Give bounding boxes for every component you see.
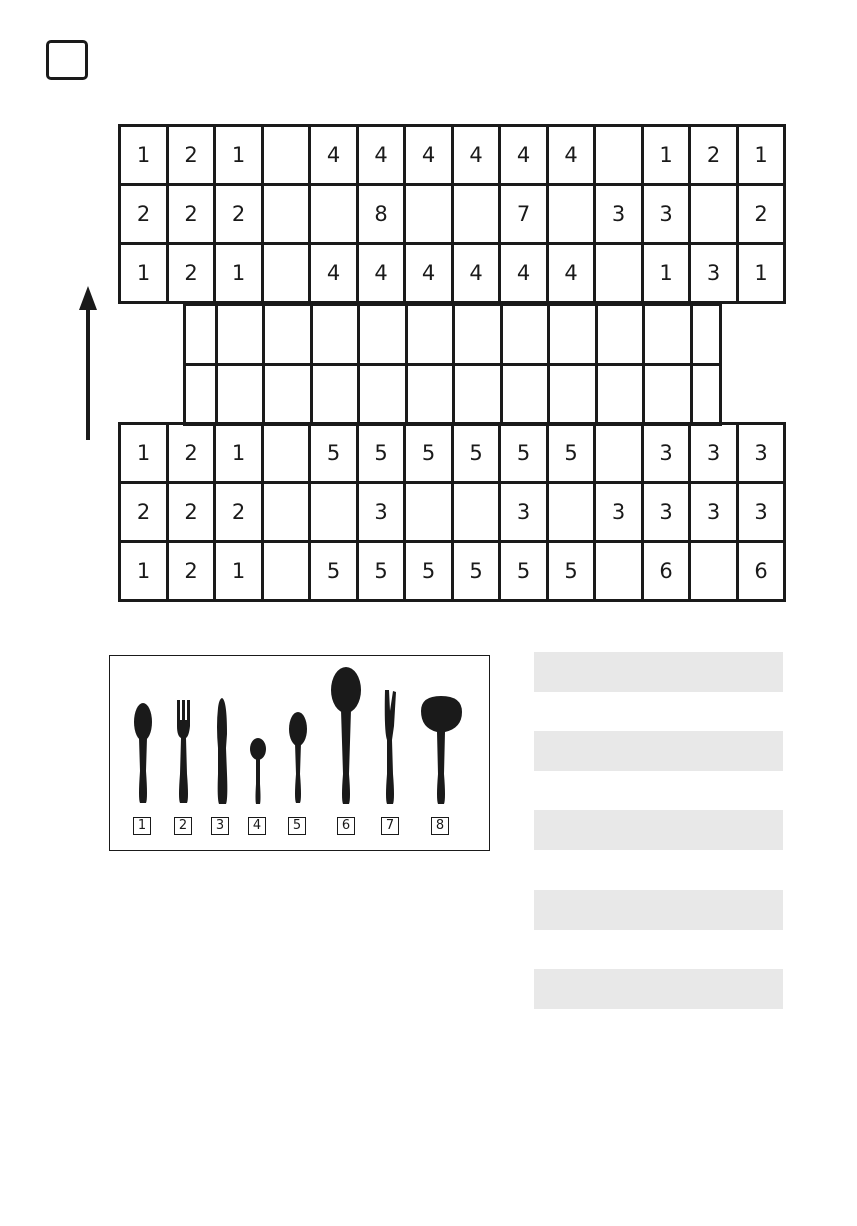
rack-slot-cell — [359, 365, 407, 425]
rack-slot-cell: 3 — [690, 483, 738, 542]
rack-slot-cell: 4 — [310, 126, 358, 185]
rack-slot-cell: 1 — [738, 244, 785, 303]
rack-slot-cell: 4 — [548, 244, 595, 303]
blank-field-5 — [534, 969, 783, 1009]
rack-slot-cell: 4 — [405, 244, 453, 303]
rack-slot-cell: 1 — [120, 542, 168, 601]
rack-slot-cell: 3 — [643, 185, 690, 244]
rack-slot-cell: 1 — [120, 244, 168, 303]
rack-slot-cell: 4 — [358, 244, 405, 303]
rack-slot-cell: 5 — [453, 424, 500, 483]
top-rack-row — [120, 244, 785, 303]
rack-slot-cell — [407, 305, 454, 365]
rack-slot-cell: 3 — [358, 483, 405, 542]
legend-number-6: 6 — [337, 817, 355, 835]
rack-slot-cell: 5 — [500, 542, 548, 601]
bottom-rack-row — [120, 424, 785, 483]
rack-slot-cell: 2 — [120, 185, 168, 244]
dessert-spoon-icon — [289, 712, 307, 803]
rack-slot-cell: 5 — [310, 542, 358, 601]
rack-slot-cell: 2 — [738, 185, 785, 244]
top-rack-grid — [118, 124, 786, 304]
rack-slot-cell: 1 — [643, 244, 690, 303]
rack-slot-cell: 7 — [500, 185, 548, 244]
top-rack-row — [120, 126, 785, 185]
rack-slot-cell: 1 — [215, 542, 263, 601]
rack-slot-cell — [454, 365, 502, 425]
rack-slot-cell: 4 — [405, 126, 453, 185]
middle-rack-row — [185, 305, 721, 365]
middle-rack-row — [185, 365, 721, 425]
rack-slot-cell — [264, 365, 312, 425]
bottom-rack-grid — [118, 422, 786, 602]
rack-slot-cell — [263, 424, 310, 483]
rack-slot-cell — [692, 365, 721, 425]
rack-slot-cell: 5 — [500, 424, 548, 483]
rack-slot-cell — [548, 185, 595, 244]
rack-slot-cell: 3 — [690, 244, 738, 303]
rack-slot-cell: 3 — [500, 483, 548, 542]
rack-slot-cell: 5 — [358, 542, 405, 601]
rack-slot-cell — [405, 185, 453, 244]
rack-slot-cell: 3 — [690, 424, 738, 483]
rack-slot-cell — [217, 365, 264, 425]
rack-slot-cell — [312, 305, 359, 365]
rack-slot-cell: 2 — [168, 424, 215, 483]
rack-slot-cell — [595, 542, 643, 601]
rack-slot-cell: 2 — [215, 185, 263, 244]
rack-slot-cell — [185, 365, 217, 425]
rack-slot-cell — [453, 483, 500, 542]
table-spoon-icon — [134, 703, 152, 803]
rack-slot-cell: 4 — [453, 244, 500, 303]
rack-slot-cell: 3 — [595, 483, 643, 542]
rack-slot-cell: 2 — [168, 185, 215, 244]
rack-slot-cell — [595, 424, 643, 483]
rack-slot-cell — [263, 542, 310, 601]
rack-slot-cell: 5 — [405, 424, 453, 483]
rack-slot-cell: 1 — [215, 424, 263, 483]
rack-slot-cell — [644, 365, 692, 425]
middle-rack-grid — [183, 303, 722, 426]
teaspoon-icon — [250, 738, 266, 804]
cutlery-legend — [109, 655, 490, 851]
rack-slot-cell: 6 — [643, 542, 690, 601]
rack-slot-cell: 1 — [643, 126, 690, 185]
rack-slot-cell — [453, 185, 500, 244]
legend-number-3: 3 — [211, 817, 229, 835]
rack-slot-cell: 2 — [215, 483, 263, 542]
top-rack-row — [120, 185, 785, 244]
rack-slot-cell: 6 — [738, 542, 785, 601]
rack-slot-cell — [595, 126, 643, 185]
rack-slot-cell: 4 — [548, 126, 595, 185]
rack-slot-cell: 3 — [738, 483, 785, 542]
rack-slot-cell: 1 — [738, 126, 785, 185]
rack-slot-cell: 1 — [120, 126, 168, 185]
page-number-box — [46, 40, 88, 80]
rack-slot-cell: 5 — [548, 424, 595, 483]
blank-field-2 — [534, 731, 783, 771]
rack-slot-cell — [690, 542, 738, 601]
legend-number-8: 8 — [431, 817, 449, 835]
legend-number-4: 4 — [248, 817, 266, 835]
rack-slot-cell: 5 — [358, 424, 405, 483]
blank-field-4 — [534, 890, 783, 930]
rack-slot-cell — [548, 483, 595, 542]
rack-slot-cell — [502, 365, 549, 425]
rack-slot-cell: 2 — [690, 126, 738, 185]
rack-slot-cell — [690, 185, 738, 244]
rack-slot-cell — [217, 305, 264, 365]
rack-slot-cell: 3 — [643, 424, 690, 483]
rack-slot-cell — [263, 244, 310, 303]
legend-number-5: 5 — [288, 817, 306, 835]
rack-slot-cell — [263, 126, 310, 185]
gravy-ladle-icon — [421, 696, 462, 804]
rack-slot-cell: 5 — [548, 542, 595, 601]
rack-slot-cell: 3 — [738, 424, 785, 483]
rack-slot-cell: 2 — [168, 126, 215, 185]
legend-number-1: 1 — [133, 817, 151, 835]
rack-slot-cell: 2 — [168, 483, 215, 542]
rack-slot-cell — [597, 365, 644, 425]
rack-slot-cell: 4 — [500, 126, 548, 185]
rack-slot-cell — [454, 305, 502, 365]
bottom-rack-row — [120, 483, 785, 542]
rack-slot-cell — [597, 305, 644, 365]
rack-slot-cell — [692, 305, 721, 365]
fork-icon — [177, 700, 190, 803]
rack-slot-cell — [264, 305, 312, 365]
rack-slot-cell: 5 — [405, 542, 453, 601]
legend-number-2: 2 — [174, 817, 192, 835]
rack-slot-cell — [549, 305, 597, 365]
serving-spoon-icon — [331, 667, 361, 804]
rack-slot-cell — [595, 244, 643, 303]
rack-slot-cell — [407, 365, 454, 425]
rack-slot-cell — [644, 305, 692, 365]
rack-slot-cell: 3 — [595, 185, 643, 244]
rack-slot-cell: 4 — [453, 126, 500, 185]
rack-slot-cell: 2 — [168, 542, 215, 601]
rack-slot-cell — [263, 185, 310, 244]
rack-slot-cell — [405, 483, 453, 542]
legend-number-7: 7 — [381, 817, 399, 835]
arrow-up-icon — [76, 284, 100, 442]
blank-field-1 — [534, 652, 783, 692]
rack-slot-cell — [359, 305, 407, 365]
rack-slot-cell: 1 — [120, 424, 168, 483]
rack-slot-cell — [310, 185, 358, 244]
rack-slot-cell: 5 — [310, 424, 358, 483]
bottom-rack-row — [120, 542, 785, 601]
blank-field-3 — [534, 810, 783, 850]
rack-slot-cell — [310, 483, 358, 542]
rack-slot-cell: 1 — [215, 126, 263, 185]
rack-slot-cell: 2 — [168, 244, 215, 303]
rack-slot-cell — [185, 305, 217, 365]
rack-slot-cell: 2 — [120, 483, 168, 542]
rack-slot-cell — [549, 365, 597, 425]
rack-slot-cell: 8 — [358, 185, 405, 244]
rack-slot-cell: 4 — [500, 244, 548, 303]
rack-slot-cell: 4 — [358, 126, 405, 185]
rack-slot-cell — [312, 365, 359, 425]
rack-slot-cell — [502, 305, 549, 365]
rack-slot-cell: 3 — [643, 483, 690, 542]
rack-slot-cell — [263, 483, 310, 542]
knife-icon — [217, 698, 227, 804]
rack-slot-cell: 4 — [310, 244, 358, 303]
rack-slot-cell: 1 — [215, 244, 263, 303]
serving-fork-icon — [385, 690, 396, 804]
rack-slot-cell: 5 — [453, 542, 500, 601]
